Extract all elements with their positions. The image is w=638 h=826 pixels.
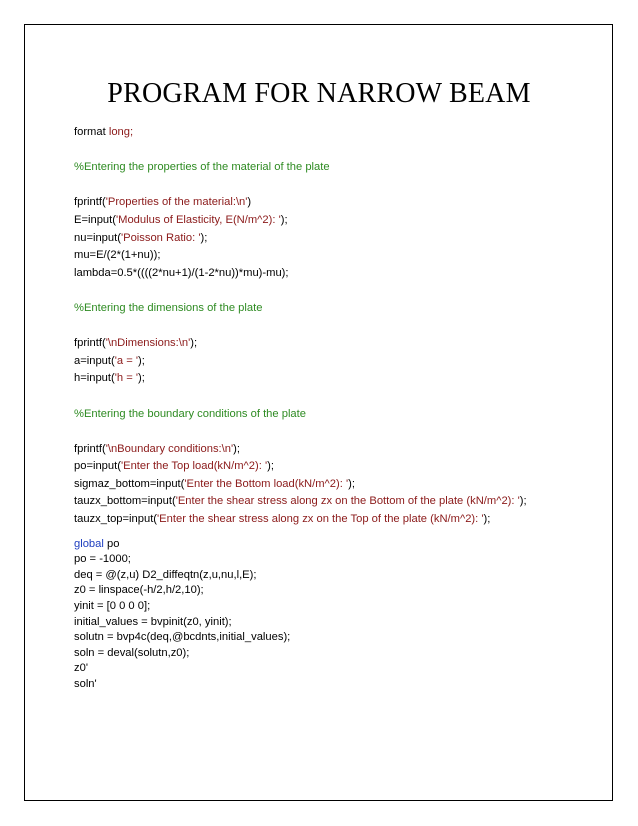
code-line: lambda=0.5*((((2*nu+1)/(1-2*nu))*mu)-mu); [74, 266, 289, 279]
code-string: '\nBoundary conditions:\n' [105, 442, 234, 455]
code-line: yinit = [0 0 0 0]; [74, 600, 151, 613]
code-line: deq = @(z,u) D2_diffeqtn(z,u,nu,l,E); [74, 568, 257, 581]
code-comment: %Entering the dimensions of the plate [74, 301, 263, 314]
code-line [74, 476, 604, 494]
code-line: mu=E/(2*(1+nu)); [74, 249, 161, 262]
code-string: 'Poisson Ratio: ' [120, 231, 201, 244]
code-line [74, 230, 604, 248]
code-text: tauzx_top=input( [74, 513, 158, 526]
code-text: ); [519, 495, 527, 508]
code-text: fprintf( [74, 337, 106, 350]
code-text: ); [267, 460, 274, 473]
code-line: po = -1000; [74, 553, 131, 566]
code-text: fprintf( [74, 442, 106, 455]
code-text: ); [280, 213, 288, 226]
code-line: initial_values = bvpinit(z0, yinit); [74, 615, 232, 628]
code-line [74, 353, 604, 371]
code-text: fprintf( [74, 196, 106, 209]
code-line [74, 458, 604, 476]
code-text: sigmaz_bottom=input( [74, 477, 185, 490]
code-text: ); [348, 477, 355, 490]
code-line: soln = deval(solutn,z0); [74, 646, 190, 659]
code-text: format [74, 126, 109, 138]
code-text: po=input( [74, 460, 121, 473]
code-text: h=input( [74, 372, 115, 385]
code-string: 'Modulus of Elasticity, E(N/m^2): ' [115, 213, 281, 226]
code-text: E=input( [74, 213, 116, 226]
code-text: po [103, 537, 120, 550]
code-line [74, 493, 604, 511]
code-text: ); [190, 337, 198, 350]
code-line: soln' [74, 678, 97, 690]
code-string: 'Enter the Bottom load(kN/m^2): ' [184, 477, 349, 490]
code-string: 'Enter the shear stress along zx on the Top of the plate (kN/m^2): ' [157, 513, 484, 526]
code-text: nu=input( [74, 231, 121, 244]
code-text: a=input( [74, 354, 115, 367]
code-line [74, 212, 604, 230]
code-text: ) [247, 196, 252, 209]
code-text: ); [233, 442, 240, 455]
code-text: ); [200, 231, 208, 244]
code-keyword: global [74, 537, 104, 550]
code-text: ); [138, 372, 145, 385]
code-line [74, 511, 604, 529]
code-line: z0 = linspace(-h/2,h/2,10); [74, 584, 204, 597]
code-text: tauzx_bottom=input( [74, 495, 176, 508]
code-text: ); [138, 354, 145, 367]
code-line: solutn = bvp4c(deq,@bcdnts,initial_values); [74, 631, 291, 644]
code-line [74, 194, 604, 212]
code-line: z0' [74, 662, 88, 675]
code-text: ); [483, 513, 491, 526]
code-string: 'a = ' [114, 354, 138, 367]
code-line [74, 441, 604, 459]
code-string: long; [108, 126, 134, 138]
code-line [74, 370, 604, 388]
code-comment: %Entering the properties of the material of the plate [74, 161, 330, 174]
code-comment: %Entering the boundary conditions of the plate [74, 407, 306, 420]
code-string: 'Enter the shear stress along zx on the Bottom of the plate (kN/m^2): ' [175, 495, 520, 508]
code-line [74, 335, 604, 353]
page-title: PROGRAM FOR NARROW BEAM [107, 78, 531, 109]
code-line [74, 537, 604, 553]
code-string: 'Enter the Top load(kN/m^2): ' [120, 460, 268, 473]
code-listing [74, 124, 604, 693]
code-string: '\nDimensions:\n' [105, 337, 191, 350]
code-string: 'Properties of the material:\n' [105, 196, 248, 209]
code-line [74, 124, 604, 142]
code-string: 'h = ' [114, 372, 138, 385]
